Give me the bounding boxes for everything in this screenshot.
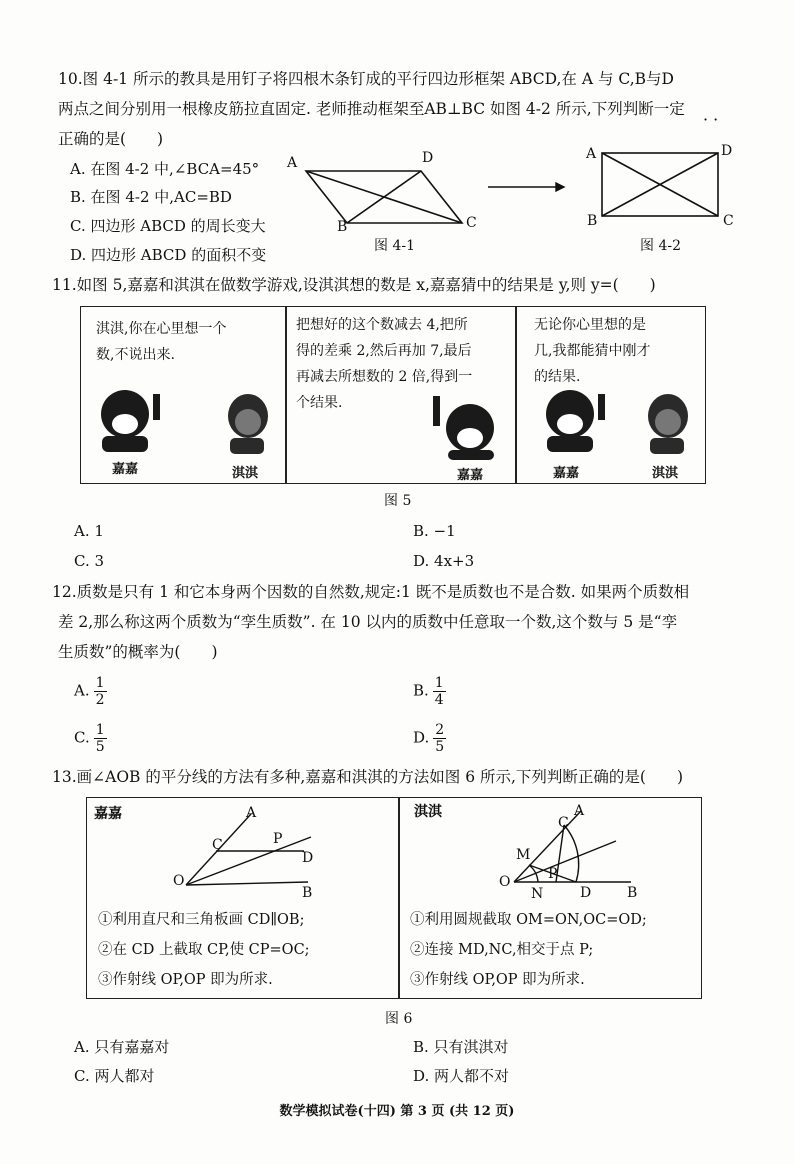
fig6-right-label-p: P bbox=[548, 866, 558, 882]
rectangle-4-2 bbox=[602, 153, 718, 216]
jiajia-step-2: ②在 CD 上截取 CP,使 CP=OC; bbox=[98, 942, 310, 958]
fig6-left-label-d: D bbox=[302, 850, 314, 866]
jiajia-avatar-icon-3 bbox=[546, 390, 605, 452]
q13-stem: 13.画∠AOB 的平分线的方法有多种,嘉嘉和淇淇的方法如图 6 所示,下列判断正确的是( ) bbox=[52, 768, 684, 786]
fig42-label-b: B bbox=[587, 213, 598, 229]
q11-option-c[interactable]: C. 3 bbox=[74, 552, 105, 570]
q11-option-d[interactable]: D. 4x+3 bbox=[413, 552, 475, 570]
q12-option-a[interactable]: A. $\frac{1}{2}$ bbox=[74, 675, 105, 708]
jiajia-step-1: ①利用直尺和三角板画 CD∥OB; bbox=[98, 912, 305, 928]
fig42-caption: 图 4-2 bbox=[640, 238, 681, 254]
page-footer: 数学模拟试卷(十四) 第 3 页 (共 12 页) bbox=[279, 1104, 515, 1119]
qiqi-step-2: ②连接 MD,NC,相交于点 P; bbox=[410, 942, 594, 958]
fig6-right-label-b: B bbox=[627, 885, 638, 901]
comic-panel1-text: 淇淇,你在心里想一个 数,不说出来. bbox=[96, 321, 227, 363]
qiqi-avatar-icon-2 bbox=[648, 394, 688, 454]
qiqi-step-1: ①利用圆规截取 OM=ON,OC=OD; bbox=[410, 912, 647, 928]
figure-5-caption: 图 5 bbox=[384, 493, 412, 509]
jiajia-avatar-icon-2 bbox=[433, 396, 494, 460]
q11-stem: 11.如图 5,嘉嘉和淇淇在做数学游戏,设淇淇想的数是 x,嘉嘉猜中的结果是 y,则 y=( ) bbox=[52, 276, 656, 294]
q12-stem-line2: 差 2,那么称这两个质数为“孪生质数”. 在 10 以内的质数中任意取一个数,这个数与 5 是“孪 bbox=[58, 613, 678, 631]
jiajia-avatar-icon bbox=[101, 390, 160, 452]
comic-name-jiajia-3: 嘉嘉 bbox=[553, 466, 580, 481]
fig6-left-title: 嘉嘉 bbox=[94, 806, 122, 822]
figure-6-caption: 图 6 bbox=[385, 1011, 413, 1027]
comic-name-jiajia-1: 嘉嘉 bbox=[112, 462, 139, 477]
fig41-label-c: C bbox=[466, 215, 477, 231]
q12-option-d[interactable]: D. $\frac{2}{5}$ bbox=[413, 722, 445, 755]
fig6-right-label-a: A bbox=[574, 803, 585, 819]
emphasis-dots: · · bbox=[703, 110, 719, 129]
fig6-left-label-o: O bbox=[173, 873, 185, 889]
fig6-left-label-b: B bbox=[302, 885, 313, 901]
q10-stem-line1: 10.图 4-1 所示的教具是用钉子将四根木条钉成的平行四边形框架 ABCD,在 A 与 C,B与D bbox=[58, 70, 674, 88]
q12-option-b[interactable]: B. $\frac{1}{4}$ bbox=[413, 675, 444, 708]
fig41-label-b: B bbox=[337, 219, 348, 235]
jiajia-step-3: ③作射线 OP,OP 即为所求. bbox=[98, 972, 273, 988]
q10-stem-line2: 两点之间分别用一根橡皮筋拉直固定. 老师推动框架至AB⊥BC 如图 4-2 所示,下列判断一定 bbox=[58, 100, 685, 118]
fig6-right-label-o: O bbox=[499, 874, 511, 890]
q13-option-d[interactable]: D. 两人都不对 bbox=[413, 1067, 510, 1085]
fig6-left-label-c: C bbox=[212, 837, 223, 853]
fig42-label-c: C bbox=[723, 213, 734, 229]
fig6-right-label-d: D bbox=[580, 885, 592, 901]
comic-panel3-text: 无论你心里想的是 几,我都能猜中刚才 的结果. bbox=[534, 317, 651, 385]
q10-option-a[interactable]: A. 在图 4-2 中,∠BCA=45° bbox=[70, 160, 260, 178]
comic-name-qiqi-2: 淇淇 bbox=[652, 466, 679, 481]
qiqi-construction bbox=[514, 811, 631, 882]
parallelogram-4-1 bbox=[306, 171, 462, 223]
comic-name-qiqi-1: 淇淇 bbox=[232, 466, 259, 481]
fig41-label-d: D bbox=[422, 150, 434, 166]
arrow bbox=[488, 183, 564, 191]
q10-option-b[interactable]: B. 在图 4-2 中,AC=BD bbox=[70, 188, 232, 206]
fig6-right-label-n: N bbox=[531, 886, 544, 902]
fig6-right-label-c: C bbox=[558, 815, 569, 831]
q10-option-c[interactable]: C. 四边形 ABCD 的周长变大 bbox=[70, 217, 266, 235]
q10-option-d[interactable]: D. 四边形 ABCD 的面积不变 bbox=[70, 246, 267, 264]
fig41-label-a: A bbox=[287, 155, 298, 171]
fig41-caption: 图 4-1 bbox=[374, 238, 415, 254]
q12-stem-line1: 12.质数是只有 1 和它本身两个因数的自然数,规定:1 既不是质数也不是合数. 如果两个质数相 bbox=[52, 583, 690, 601]
q12-option-c[interactable]: C. $\frac{1}{5}$ bbox=[74, 722, 105, 755]
q11-option-b[interactable]: B. −1 bbox=[413, 522, 456, 540]
q10-stem-line3: 正确的是( ) bbox=[58, 130, 164, 148]
qiqi-avatar-icon bbox=[228, 394, 268, 454]
figure-6-diagrams bbox=[86, 797, 700, 907]
q13-option-c[interactable]: C. 两人都对 bbox=[74, 1067, 155, 1085]
fig42-label-a: A bbox=[586, 146, 597, 162]
jiajia-construction bbox=[186, 814, 314, 885]
q11-option-a[interactable]: A. 1 bbox=[74, 522, 104, 540]
q13-option-a[interactable]: A. 只有嘉嘉对 bbox=[74, 1038, 170, 1056]
q13-option-b[interactable]: B. 只有淇淇对 bbox=[413, 1038, 509, 1056]
fig6-left-label-p: P bbox=[273, 831, 283, 847]
comic-illustrations bbox=[80, 306, 704, 482]
fig6-left-label-a: A bbox=[246, 805, 257, 821]
fig6-right-label-m: M bbox=[516, 847, 531, 863]
fig6-right-title: 淇淇 bbox=[414, 804, 442, 820]
comic-name-jiajia-2: 嘉嘉 bbox=[457, 468, 484, 483]
comic-panel2-text: 把想好的这个数减去 4,把所 得的差乘 2,然后再加 7,最后 再减去所想数的 2 倍,得到一 个结果. bbox=[296, 317, 473, 411]
fig42-label-d: D bbox=[721, 143, 733, 159]
q12-stem-line3: 生质数”的概率为( ) bbox=[58, 643, 218, 661]
qiqi-step-3: ③作射线 OP,OP 即为所求. bbox=[410, 972, 585, 988]
